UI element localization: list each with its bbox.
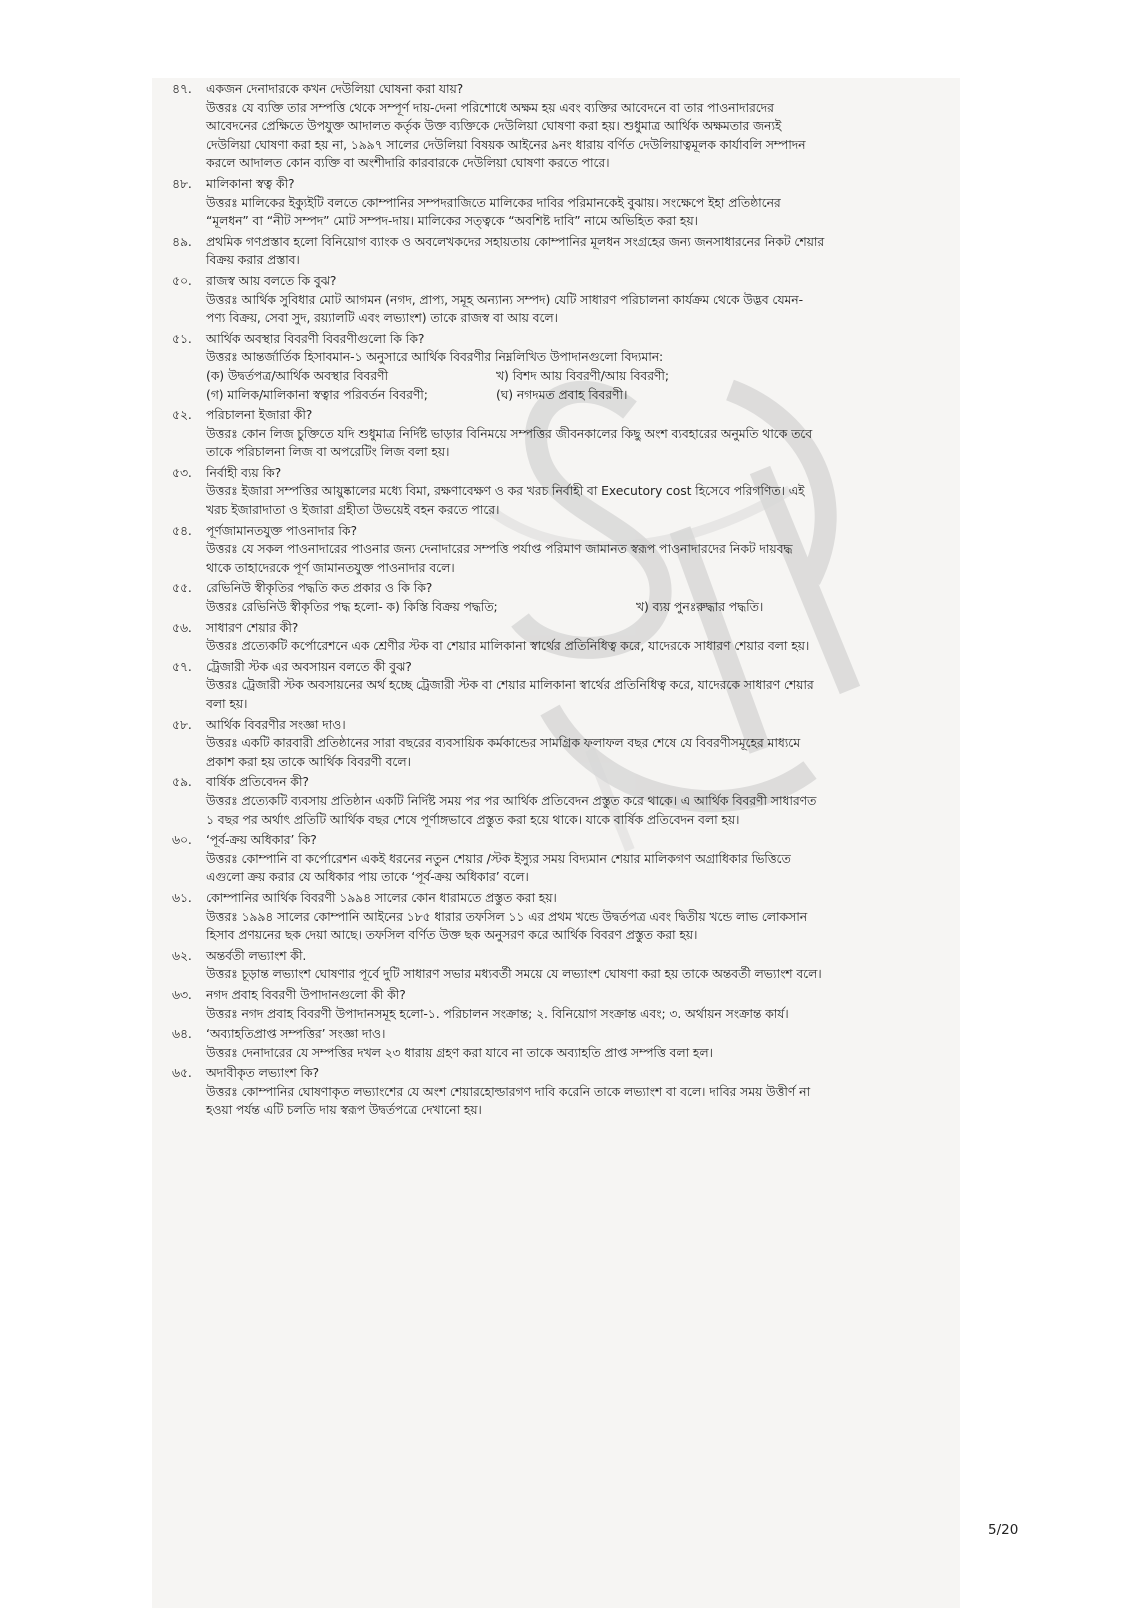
answer-line: উত্তরঃ মালিকের ইক্যুইটি বলতে কোম্পানির সম্পদরাজিতে মালিকের দাবির পরিমানকেই বুঝায়। সংক্ষেপে ইহা প্রতিষ্ঠানের bbox=[206, 194, 781, 210]
question-text: মালিকানা স্বত্ব কী? bbox=[206, 175, 295, 191]
question-number: ৫১. bbox=[172, 330, 192, 346]
qa-item bbox=[172, 831, 958, 887]
answer-line: উত্তরঃ আর্থিক সুবিধার মোট আগমন (নগদ, প্রাপ্য, সমূহ অন্যান্য সম্পদ) যেটি সাধারণ পরিচালনা কার্যক্রম থেকে উদ্ভব যেমন- bbox=[206, 291, 803, 307]
answer-line: উত্তরঃ আন্তর্জার্তিক হিসাবমান-১ অনুসারে আর্থিক বিবরণীর নিম্নলিখিত উপাদানগুলো বিদ্যমান: bbox=[206, 349, 664, 365]
question-row bbox=[172, 406, 958, 425]
answer-text bbox=[172, 676, 958, 713]
question-text: কোম্পানির আর্থিক বিবরণী ১৯৯৪ সালের কোন ধারামতে প্রস্তুত করা হয়। bbox=[206, 889, 557, 905]
question-text: রাজস্ব আয় বলতে কি বুঝ? bbox=[206, 272, 337, 288]
question-text: আর্থিক বিবরণীর সংজ্ঞা দাও। bbox=[206, 716, 346, 732]
answer-text bbox=[172, 637, 958, 656]
answer-line: উত্তরঃ কোম্পানি বা কর্পোরেশন একই ধরনের নতুন শেয়ার /স্টক ইস্যুর সময় বিদ্যমান শেয়ার মালিকগণ অগ্রাধিকার ভিত্তিতে bbox=[206, 850, 791, 866]
answer-line: উত্তরঃ কোম্পানির ঘোষণাকৃত লভ্যাংশের যে অংশ শেয়ারহোল্ডারগণ দাবি করেনি তাকে লভ্যাংশ বা বলে। দাবির সময় উত্তীর্ণ না bbox=[206, 1083, 810, 1099]
qa-item bbox=[172, 1025, 958, 1062]
answer-text bbox=[172, 425, 958, 462]
question-text: অন্তর্বতী লভ্যাংশ কী. bbox=[206, 947, 307, 963]
answer-line: উত্তরঃ যে সকল পাওনাদারের পাওনার জন্য দেনাদারের সম্পত্তি পর্যাপ্ত পরিমাণ জামানত স্বরূপ পাওনাদারদের নিকট দায়বদ্ধ bbox=[206, 541, 793, 557]
answer-options bbox=[172, 598, 958, 617]
question-text: সাধারণ শেয়ার কী? bbox=[206, 619, 299, 635]
question-row bbox=[172, 80, 958, 99]
answer-line: খরচ ইজারাদাতা ও ইজারা গ্রহীতা উভয়েই বহন করতে পারে। bbox=[206, 502, 500, 518]
answer-line: উত্তরঃ ১৯৯৪ সালের কোম্পানি আইনের ১৮৫ ধারার তফসিল ১১ এর প্রথম খন্ডে উদ্বর্তপত্র এবং দ্বিতীয় খন্ডে লাভ লোকসান bbox=[206, 908, 807, 924]
answer-text bbox=[172, 194, 958, 231]
answer-option: খ) ব্যয় পুনঃরুদ্ধার পদ্ধতি। bbox=[636, 599, 764, 615]
answer-line: উত্তরঃ চূড়ান্ত লভ্যাংশ ঘোষণার পূর্বে দুটি সাধারণ সভার মধ্যবর্তী সময়ে যে লভ্যাংশ ঘোষণা করা হয় তাকে অন্তবর্তী লভ্যাংশ বলে। bbox=[206, 966, 822, 982]
question-row bbox=[172, 831, 958, 850]
question-number: ৫৫. bbox=[172, 580, 192, 596]
qa-item bbox=[172, 986, 958, 1023]
question-number: ৪৮. bbox=[172, 175, 192, 191]
question-row bbox=[172, 986, 958, 1005]
question-row bbox=[172, 272, 958, 291]
question-row bbox=[172, 716, 958, 735]
question-number: ৬০. bbox=[172, 832, 192, 848]
answer-option: উত্তরঃ রেভিনিউ স্বীকৃতির পদ্ধ হলো- ক) কিস্তি বিক্রয় পদ্ধতি; bbox=[206, 599, 498, 615]
answer-line: “মূলধন” বা “নীট সম্পদ” মোট সম্পদ-দায়। মালিকের সত্ত্বকে “অবশিষ্ট দাবি” নামে অভিহিত করা হয়। bbox=[206, 213, 698, 229]
answer-line: থাকে তাহাদেরকে পূর্ণ জামানতযুক্ত পাওনাদার বলে। bbox=[206, 559, 455, 575]
question-number: ৫৯. bbox=[172, 774, 192, 790]
answer-line: উত্তরঃ ইজারা সম্পত্তির আয়ুষ্কালের মধ্যে বিমা, রক্ষণাবেক্ষণ ও কর খরচ নির্বাহী বা Executory cost হিসেবে পরিগণিত। এই bbox=[206, 483, 805, 499]
answer-text bbox=[172, 908, 958, 945]
question-row bbox=[172, 947, 958, 966]
answer-option: (ঘ) নগদমত প্রবাহ বিবরণী। bbox=[496, 386, 628, 402]
question-text: আর্থিক অবস্থার বিবরণী বিবরণীগুলো কি কি? bbox=[206, 330, 425, 346]
question-row bbox=[172, 175, 958, 194]
qa-item bbox=[172, 889, 958, 945]
answer-option: (ক) উদ্বর্তপত্র/আর্থিক অবস্থার বিবরণী bbox=[206, 367, 388, 383]
qa-item bbox=[172, 330, 958, 404]
qa-item bbox=[172, 773, 958, 829]
answer-line: বলা হয়। bbox=[206, 696, 248, 711]
question-row bbox=[172, 233, 958, 252]
question-row bbox=[172, 464, 958, 483]
qa-item bbox=[172, 716, 958, 772]
question-row bbox=[172, 522, 958, 541]
answer-line: উত্তরঃ কোন লিজ চুক্তিতে যদি শুধুমাত্র নির্দিষ্ট ভাড়ার বিনিময়ে সম্পত্তির জীবনকালের কিছু অংশ ব্যবহারের অনুমতি থাকে তবে bbox=[206, 425, 813, 441]
question-row bbox=[172, 889, 958, 908]
question-text: নির্বাহী ব্যয় কি? bbox=[206, 464, 282, 480]
question-text: পূর্ণজামানতযুক্ত পাওনাদার কি? bbox=[206, 522, 357, 538]
question-number: ৬৫. bbox=[172, 1065, 192, 1081]
question-text: ‘পূর্ব-ক্রয় অধিকার’ কি? bbox=[206, 832, 317, 848]
question-text: ট্রেজারী স্টক এর অবসায়ন বলতে কী বুঝ? bbox=[206, 658, 412, 674]
answer-text bbox=[172, 99, 958, 173]
answer-line: এগুলো ক্রয় করার যে অধিকার পায় তাকে ‘পূর্ব-ক্রয় অধিকার’ বলে। bbox=[206, 869, 529, 885]
answer-text bbox=[172, 482, 958, 519]
question-number: ৬৩. bbox=[172, 986, 192, 1002]
answer-line: হওয়া পর্যন্ত এটি চলতি দায় স্বরূপ উদ্বর্তপত্রে দেখানো হয়। bbox=[206, 1102, 482, 1118]
qa-item bbox=[172, 1064, 958, 1120]
question-number: ৫৭. bbox=[172, 658, 192, 674]
answer-text bbox=[172, 251, 958, 270]
question-text: রেভিনিউ স্বীকৃতির পদ্ধতি কত প্রকার ও কি কি? bbox=[206, 580, 433, 596]
answer-option: (গ) মালিক/মালিকানা স্বত্বার পরিবর্তন বিবরণী; bbox=[206, 386, 428, 402]
question-row bbox=[172, 1064, 958, 1083]
answer-line: তাকে পরিচালনা লিজ বা অপরেটিং লিজ বলা হয়। bbox=[206, 444, 450, 460]
answer-text bbox=[172, 1083, 958, 1120]
question-number: ৬১. bbox=[172, 889, 192, 905]
qa-item bbox=[172, 579, 958, 616]
answer-line: করলে আদালত কোন ব্যক্তি বা অংশীদারি কারবারকে দেউলিয়া ঘোষণা করতে পারে। bbox=[206, 155, 610, 171]
answer-line: ১ বছর পর অর্থাৎ প্রতিটি আর্থিক বছর শেষে পূর্ণাঙ্গভাবে প্রস্তুত করা হয়ে থাকে। যাকে বার্ষিক প্রতিবেদন বলা হয়। bbox=[206, 811, 740, 827]
answer-line: উত্তরঃ দেনাদারের যে সম্পত্তির দখল ২৩ ধারায় গ্রহণ করা যাবে না তাকে অব্যাহতি প্রাপ্ত সম্পত্তি বলা হল। bbox=[206, 1044, 713, 1060]
question-number: ৫০. bbox=[172, 272, 192, 288]
qa-item bbox=[172, 464, 958, 520]
answer-text bbox=[172, 734, 958, 771]
question-row bbox=[172, 619, 958, 638]
answer-line: উত্তরঃ একটি কারবারী প্রতিষ্ঠানের সারা বছরের ব্যবসায়িক কর্মকান্ডের সামগ্রিক ফলাফল বছর শেষে যে বিবরণীসমূহের মাধ্যমে bbox=[206, 735, 801, 751]
question-number: ৫৩. bbox=[172, 464, 192, 480]
answer-line: উত্তরঃ নগদ প্রবাহ বিবরণী উপাদানসমূহ হলো-১. পরিচালন সংক্রান্ত; ২. বিনিয়োগ সংক্রান্ত এবং; ৩. অর্থায়ন সংক্রান্ত কার্য। bbox=[206, 1005, 789, 1021]
answer-text bbox=[172, 291, 958, 328]
answer-line: প্রকাশ করা হয় তাকে আর্থিক বিবরণী বলে। bbox=[206, 753, 411, 769]
question-row bbox=[172, 658, 958, 677]
answer-line: উত্তরঃ প্রত্যেকটি ব্যবসায় প্রতিষ্ঠান একটি নির্দিষ্ট সময় পর পর আর্থিক প্রতিবেদন প্রস্তুত করে থাকে। এ আর্থিক বিবরণী সাধারণত bbox=[206, 792, 817, 808]
question-row bbox=[172, 1025, 958, 1044]
answer-line: উত্তরঃ ট্রেজারী স্টক অবসায়নের অর্থ হচ্ছে ট্রেজারী স্টক বা শেয়ার মালিকানা স্বার্থের প্রতিনিধিত্ব করে, যাদেরকে সাধারণ শেয়ার bbox=[206, 677, 814, 693]
answer-line: আবেদনের প্রেক্ষিতে উপযুক্ত আদালত কর্তৃক উক্ত ব্যক্তিকে দেউলিয়া ঘোষণা করা হয়। শুধুমাত্র আর্থিক অক্ষমতার জন্যই bbox=[206, 118, 782, 134]
question-number: ৫২. bbox=[172, 407, 192, 423]
qa-item bbox=[172, 175, 958, 231]
question-row bbox=[172, 579, 958, 598]
qa-item bbox=[172, 233, 958, 270]
qa-item bbox=[172, 522, 958, 578]
answer-line: উত্তরঃ যে ব্যক্তি তার সম্পত্তি থেকে সম্পূর্ণ দায়-দেনা পরিশোধে অক্ষম হয় এবং ব্যক্তির আবেদনে বা তার পাওনাদারদের bbox=[206, 99, 774, 115]
qa-item bbox=[172, 619, 958, 656]
question-row bbox=[172, 330, 958, 349]
question-text: অদাবীকৃত লভ্যাংশ কি? bbox=[206, 1065, 320, 1081]
answer-line: পণ্য বিক্রয়, সেবা সুদ, রয়্যালটি এবং লভ্যাংশ) তাকে রাজস্ব বা আয় বলে। bbox=[206, 310, 558, 326]
qa-item bbox=[172, 658, 958, 714]
answer-text bbox=[172, 348, 958, 367]
question-text: প্রথমিক গণপ্রস্তাব হলো বিনিয়োগ ব্যাংক ও অবলেখকদের সহায়তায় কোম্পানির মূলধন সংগ্রহের জন্য জনসাধারনের নিকট শেয়ার bbox=[206, 233, 825, 249]
question-text: ‘অব্যাহতিপ্রাপ্ত সম্পত্তির’ সংজ্ঞা দাও। bbox=[206, 1026, 386, 1042]
question-number: ৫৪. bbox=[172, 522, 192, 538]
question-row bbox=[172, 773, 958, 792]
question-text: নগদ প্রবাহ বিবরণী উপাদানগুলো কী কী? bbox=[206, 986, 406, 1002]
answer-text bbox=[172, 792, 958, 829]
question-text: একজন দেনাদারকে কখন দেউলিয়া ঘোষনা করা যায়? bbox=[206, 81, 464, 96]
answer-text bbox=[172, 540, 958, 577]
page-number: 5/20 bbox=[988, 1522, 1019, 1538]
qa-item bbox=[172, 80, 958, 173]
document-body bbox=[172, 80, 958, 1122]
answer-line: উত্তরঃ প্রত্যেকটি কর্পোরেশনে এক শ্রেণীর স্টক বা শেয়ার মালিকানা স্বার্থের প্রতিনিধিত্ব করে, যাদেরকে সাধারণ শেয়ার বলা হয়। bbox=[206, 638, 810, 654]
qa-item bbox=[172, 272, 958, 328]
answer-option: খ) বিশদ আয় বিবরণী/আয় বিবরণী; bbox=[496, 367, 669, 383]
answer-text bbox=[172, 1044, 958, 1063]
answer-text bbox=[172, 965, 958, 984]
answer-options bbox=[172, 367, 958, 404]
qa-item bbox=[172, 406, 958, 462]
qa-item bbox=[172, 947, 958, 984]
answer-line: হিসাব প্রণয়নের ছক দেয়া আছে। তফসিল বর্ণিত উক্ত ছক অনুসরণ করে আর্থিক বিবরণ প্রস্তুত করা হয়। bbox=[206, 927, 698, 943]
question-number: ৫৮. bbox=[172, 716, 192, 732]
question-number: ৪৭. bbox=[172, 81, 192, 96]
question-number: ৬২. bbox=[172, 947, 192, 963]
question-number: ৬৪. bbox=[172, 1026, 192, 1042]
question-text: পরিচালনা ইজারা কী? bbox=[206, 407, 313, 423]
answer-line: বিক্রয় করার প্রস্তাব। bbox=[206, 252, 300, 268]
answer-text bbox=[172, 1005, 958, 1024]
answer-line: দেউলিয়া ঘোষণা করা হয় না, ১৯৯৭ সালের দেউলিয়া বিষয়ক আইনের ৯নং ধারায় বর্ণিত দেউলিয়াত্বমূলক কার্যাবলি সম্পাদন bbox=[206, 136, 806, 152]
question-text: বার্ষিক প্রতিবেদন কী? bbox=[206, 774, 309, 790]
question-number: ৫৬. bbox=[172, 619, 192, 635]
question-number: ৪৯. bbox=[172, 233, 192, 249]
answer-text bbox=[172, 850, 958, 887]
